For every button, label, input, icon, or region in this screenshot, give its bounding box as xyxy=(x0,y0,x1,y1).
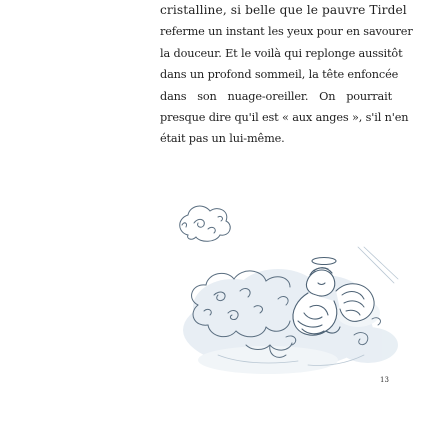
small-cloud-puff xyxy=(180,206,231,241)
text-line-1: cristalline, si belle que le pauvre Tirdel xyxy=(160,3,407,17)
text-line-2: referme un instant les yeux pour en savourer xyxy=(160,25,413,39)
text-line-6: presque dire qu'il est « aux anges », s'il n'en xyxy=(160,110,409,124)
text-line-5: dans son nuage-oreiller. On pourrait xyxy=(160,89,392,103)
paragraph-text xyxy=(160,0,413,150)
page-number: 13 xyxy=(380,376,389,384)
sleeping-angel-on-cloud-illustration xyxy=(158,195,408,385)
text-line-3: la douceur. Et le voilà qui replonge aussitôt xyxy=(160,46,403,60)
text-line-7: était pas un lui-même. xyxy=(160,132,285,146)
text-line-4: dans un profond sommeil, la tête enfoncée xyxy=(160,68,399,82)
